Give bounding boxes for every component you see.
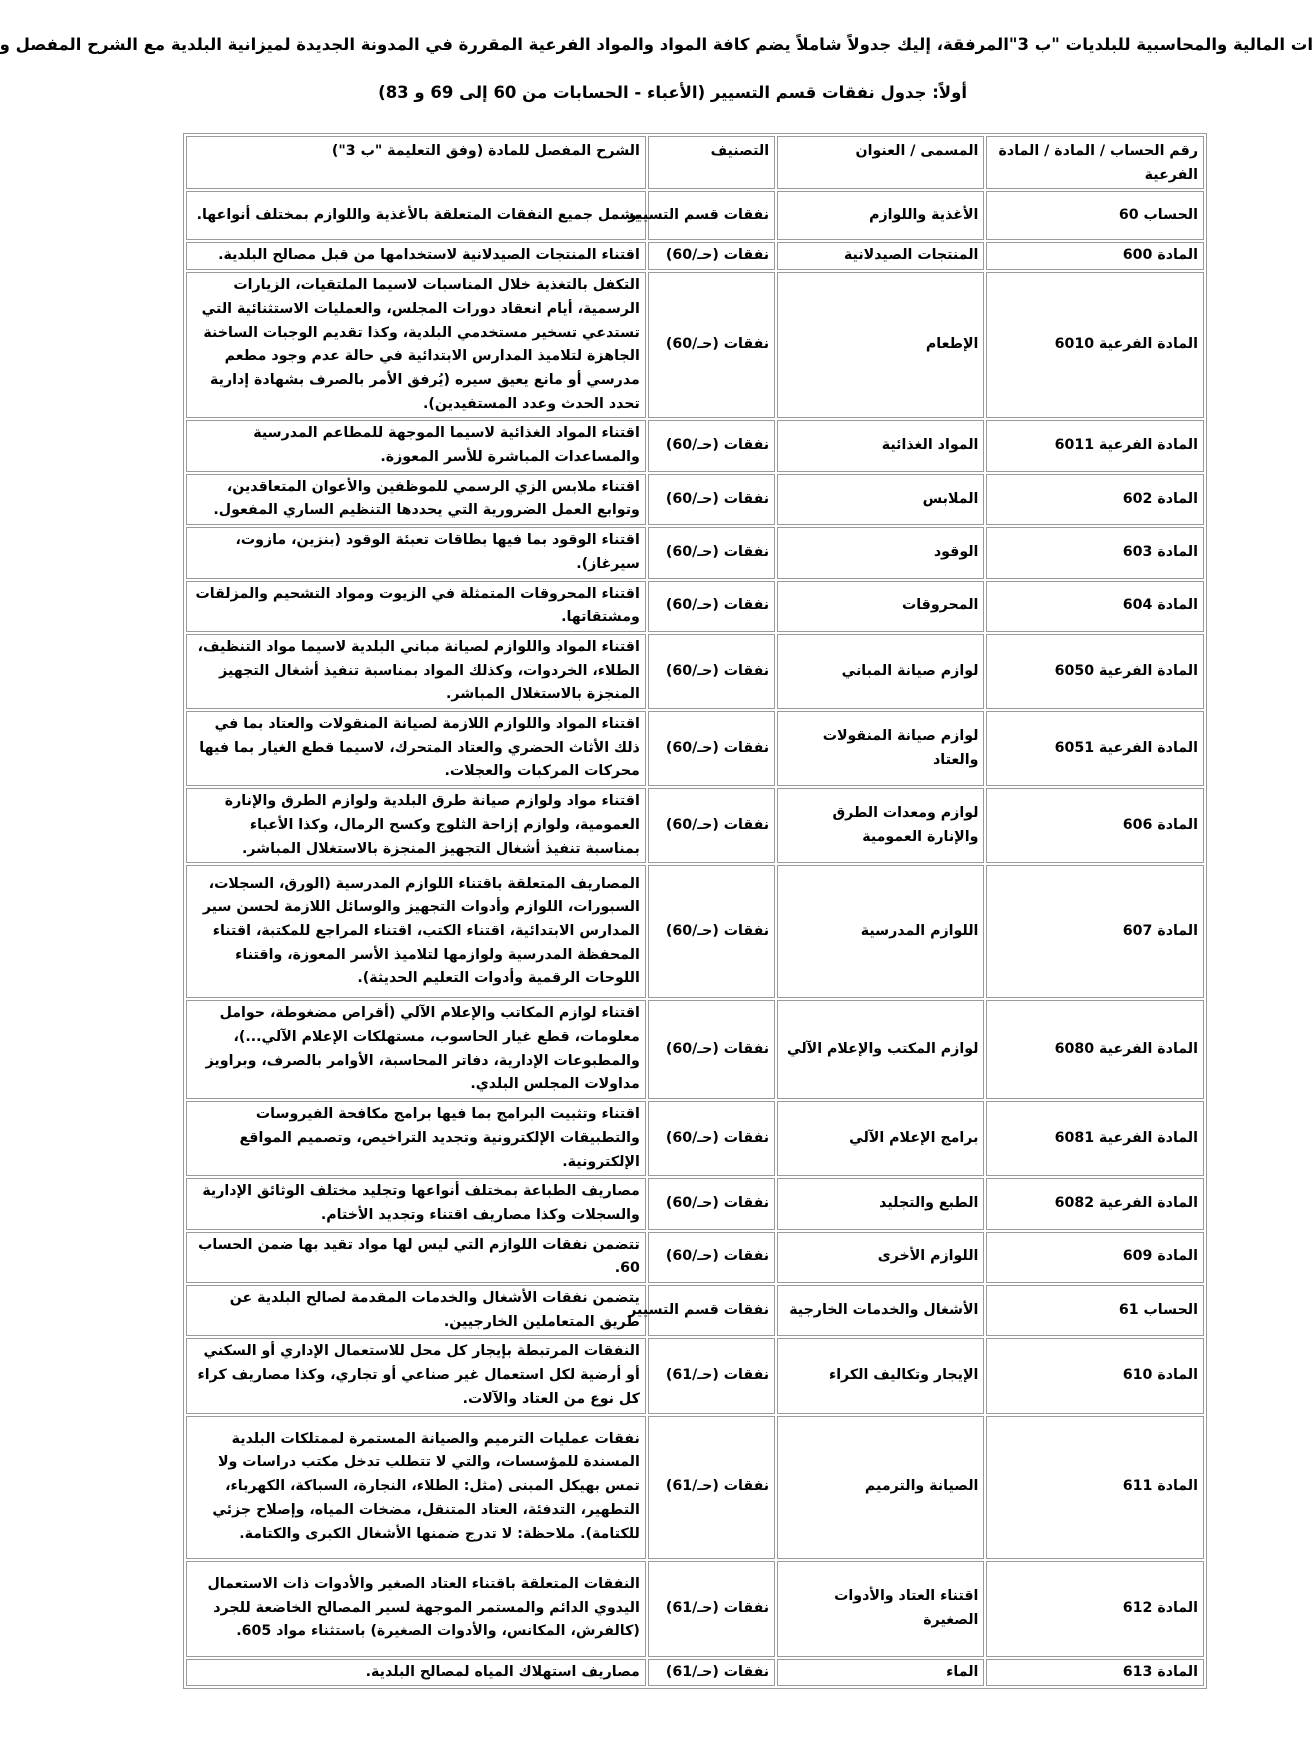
- cell-name: لوازم ومعدات الطرق والإنارة العمومية: [777, 788, 984, 863]
- cell-description: اقتناء المواد واللوازم لصيانة مباني البلدية لاسيما مواد التنظيف، الطلاء، الخردوات، وكذلك المواد بمناسبة تنفيذ أشغال التجهيز المنجزة بالاستغلال المباشر.: [186, 634, 646, 709]
- cell-description: مصاريف الطباعة بمختلف أنواعها وتجليد مختلف الوثائق الإدارية والسجلات وكذا مصاريف اقتناء وتجديد الأختام.: [186, 1178, 646, 1229]
- cell-description: اقتناء الوقود بما فيها بطاقات تعبئة الوقود (بنزين، مازوت، سيرغاز).: [186, 527, 646, 578]
- table-row: [186, 788, 1204, 863]
- cell-description: يتضمن نفقات الأشغال والخدمات المقدمة لصالح البلدية عن طريق المتعاملين الخارجيين.: [186, 1285, 646, 1336]
- cell-name: لوازم صيانة المنقولات والعتاد: [777, 711, 984, 786]
- cell-name: اللوازم المدرسية: [777, 865, 984, 998]
- cell-name: لوازم المكتب والإعلام الآلي: [777, 1000, 984, 1099]
- cell-classification: نفقات (حـ/60): [648, 1101, 775, 1176]
- cell-name: الإطعام: [777, 272, 984, 418]
- cell-code: المادة 602: [986, 474, 1204, 525]
- cell-classification: نفقات (حـ/60): [648, 242, 775, 270]
- cell-classification: نفقات (حـ/60): [648, 1178, 775, 1229]
- cell-name: اقتناء العتاد والأدوات الصغيرة: [777, 1561, 984, 1657]
- cell-name: اللوازم الأخرى: [777, 1232, 984, 1283]
- cell-classification: نفقات (حـ/60): [648, 788, 775, 863]
- cell-name: الماء: [777, 1659, 984, 1687]
- cell-name: برامج الإعلام الآلي: [777, 1101, 984, 1176]
- cell-classification: نفقات (حـ/61): [648, 1416, 775, 1559]
- cell-code: المادة 600: [986, 242, 1204, 270]
- cell-classification: نفقات (حـ/61): [648, 1659, 775, 1687]
- cell-classification: نفقات (حـ/60): [648, 634, 775, 709]
- table-row: [186, 865, 1204, 998]
- cell-code: الحساب 61: [986, 1285, 1204, 1336]
- expenses-table: [183, 133, 1207, 1689]
- cell-code: المادة الفرعية 6050: [986, 634, 1204, 709]
- cell-description: اقتناء وتثبيت البرامج بما فيها برامج مكافحة الفيروسات والتطبيقات الإلكترونية وتجديد التراخيص، وتصميم المواقع الإلكترونية.: [186, 1101, 646, 1176]
- table-row: [186, 1338, 1204, 1413]
- cell-code: المادة 604: [986, 581, 1204, 632]
- intro-text: ات المالية والمحاسبية للبلديات "ب 3"المرفقة، إليك جدولاً شاملاً يضم كافة المواد والمواد الفرعية المقررة في المدونة الجديدة لميزانية البلدية مع الشرح المفصل و: [0, 35, 1313, 54]
- cell-code: المادة 609: [986, 1232, 1204, 1283]
- cell-code: المادة الفرعية 6010: [986, 272, 1204, 418]
- table-row: [186, 242, 1204, 270]
- cell-classification: نفقات (حـ/60): [648, 1000, 775, 1099]
- table-row: [186, 420, 1204, 471]
- table-row: [186, 1285, 1204, 1336]
- cell-classification: نفقات (حـ/60): [648, 474, 775, 525]
- table-row: [186, 1178, 1204, 1229]
- table-body: [186, 191, 1204, 1686]
- table-row: [186, 1561, 1204, 1657]
- cell-description: التكفل بالتغذية خلال المناسبات لاسيما الملتقيات، الزيارات الرسمية، أيام انعقاد دورات المجلس، والعمليات الاستثنائية التي تستدعي تسخير مستخدمي البلدية، وكذا تقديم الوجبات الساخنة الجاهزة لتلاميذ المدارس الابتدائية في حالة عدم وجود مطعم مدرسي أو مانع يعيق سيره (يُرفق الأمر بالصرف بشهادة إدارية تحدد الحدث وعدد المستفيدين).: [186, 272, 646, 418]
- cell-code: المادة 612: [986, 1561, 1204, 1657]
- cell-name: الملابس: [777, 474, 984, 525]
- table-row: [186, 581, 1204, 632]
- cell-code: المادة 611: [986, 1416, 1204, 1559]
- cell-classification: نفقات (حـ/60): [648, 420, 775, 471]
- cell-code: المادة 606: [986, 788, 1204, 863]
- cell-name: الصيانة والترميم: [777, 1416, 984, 1559]
- expenses-table-container: [183, 133, 1207, 1689]
- table-row: [186, 1232, 1204, 1283]
- cell-name: الأغذية واللوازم: [777, 191, 984, 240]
- table-row: [186, 1659, 1204, 1687]
- cell-description: اقتناء ملابس الزي الرسمي للموظفين والأعوان المتعاقدين، وتوابع العمل الضرورية التي يحددها التنظيم الساري المفعول.: [186, 474, 646, 525]
- table-row: [186, 191, 1204, 240]
- cell-name: المواد الغذائية: [777, 420, 984, 471]
- cell-description: النفقات المتعلقة باقتناء العتاد الصغير والأدوات ذات الاستعمال اليدوي الدائم والمستمر الموجهة لسير المصالح الخاضعة للجرد (كالفرش، المكانس، والأدوات الصغيرة) باستثناء مواد 605.: [186, 1561, 646, 1657]
- table-row: [186, 1416, 1204, 1559]
- cell-description: اقتناء لوازم المكاتب والإعلام الآلي (أقراص مضغوطة، حوامل معلومات، قطع غيار الحاسوب، مستهلكات الإعلام الآلي...)، والمطبوعات الإدارية، دفاتر المحاسبة، الأوامر بالصرف، وبراويز مداولات المجلس البلدي.: [186, 1000, 646, 1099]
- table-row: [186, 1101, 1204, 1176]
- cell-code: المادة الفرعية 6051: [986, 711, 1204, 786]
- cell-classification: نفقات (حـ/60): [648, 865, 775, 998]
- table-header-row: [186, 136, 1204, 189]
- header-description: الشرح المفصل للمادة (وفق التعليمة "ب 3"): [186, 136, 646, 189]
- cell-description: اقتناء المواد الغذائية لاسيما الموجهة للمطاعم المدرسية والمساعدات المباشرة للأسر المعوزة.: [186, 420, 646, 471]
- cell-code: المادة 610: [986, 1338, 1204, 1413]
- table-row: [186, 711, 1204, 786]
- cell-description: مصاريف استهلاك المياه لمصالح البلدية.: [186, 1659, 646, 1687]
- cell-description: اقتناء المنتجات الصيدلانية لاستخدامها من قبل مصالح البلدية.: [186, 242, 646, 270]
- cell-classification: نفقات قسم التسيير: [648, 1285, 775, 1336]
- table-row: [186, 634, 1204, 709]
- table-row: [186, 1000, 1204, 1099]
- cell-description: تتضمن نفقات اللوازم التي ليس لها مواد تقيد بها ضمن الحساب 60.: [186, 1232, 646, 1283]
- cell-name: الوقود: [777, 527, 984, 578]
- cell-name: لوازم صيانة المباني: [777, 634, 984, 709]
- cell-code: الحساب 60: [986, 191, 1204, 240]
- cell-code: المادة الفرعية 6080: [986, 1000, 1204, 1099]
- cell-code: المادة 607: [986, 865, 1204, 998]
- cell-description: اقتناء المواد واللوازم اللازمة لصيانة المنقولات والعتاد بما في ذلك الأثاث الحضري والعتاد المتحرك، لاسيما قطع الغيار بما فيها محركات المركبات والعجلات.: [186, 711, 646, 786]
- cell-description: النفقات المرتبطة بإيجار كل محل للاستعمال الإداري أو السكني أو أرضية لكل استعمال غير صناعي أو تجاري، وكذا مصاريف كراء كل نوع من العتاد والآلات.: [186, 1338, 646, 1413]
- section-title: أولاً: جدول نفقات قسم التسيير (الأعباء - الحسابات من 60 إلى 69 و 83): [378, 83, 967, 102]
- cell-name: المحروقات: [777, 581, 984, 632]
- header-code: رقم الحساب / المادة / المادة الفرعية: [986, 136, 1204, 189]
- header-classification: التصنيف: [648, 136, 775, 189]
- cell-code: المادة 613: [986, 1659, 1204, 1687]
- cell-description: اقتناء مواد ولوازم صيانة طرق البلدية ولوازم الطرق والإنارة العمومية، ولوازم إزاحة الثلوج وكسح الرمال، وكذا الأعباء بمناسبة تنفيذ أشغال التجهيز المنجزة بالاستغلال المباشر.: [186, 788, 646, 863]
- cell-description: يشمل جميع النفقات المتعلقة بالأغذية واللوازم بمختلف أنواعها.: [186, 191, 646, 240]
- cell-name: الإيجار وتكاليف الكراء: [777, 1338, 984, 1413]
- cell-code: المادة الفرعية 6081: [986, 1101, 1204, 1176]
- cell-classification: نفقات (حـ/60): [648, 272, 775, 418]
- table-row: [186, 474, 1204, 525]
- header-name: المسمى / العنوان: [777, 136, 984, 189]
- cell-code: المادة الفرعية 6082: [986, 1178, 1204, 1229]
- cell-description: المصاريف المتعلقة باقتناء اللوازم المدرسية (الورق، السجلات، السبورات، اللوازم وأدوات التجهيز والوسائل اللازمة لحسن سير المدارس الابتدائية، اقتناء الكتب، اقتناء المراجع للمكتبة، اقتناء المحفظة المدرسية ولوازمها لتلاميذ الأسر المعوزة، واقتناء اللوحات الرقمية وأدوات التعليم الحديثة).: [186, 865, 646, 998]
- cell-classification: نفقات (حـ/60): [648, 711, 775, 786]
- cell-code: المادة 603: [986, 527, 1204, 578]
- table-row: [186, 527, 1204, 578]
- cell-classification: نفقات (حـ/60): [648, 1232, 775, 1283]
- table-row: [186, 272, 1204, 418]
- cell-description: نفقات عمليات الترميم والصيانة المستمرة لممتلكات البلدية المسندة للمؤسسات، والتي لا تتطلب تدخل مكتب دراسات ولا تمس بهيكل المبنى (مثل: الطلاء، النجارة، السباكة، الكهرباء، التطهير، التدفئة، العتاد المتنقل، مضخات المياه، وإصلاح جزئي للكتامة). ملاحظة: لا تدرج ضمنها الأشغال الكبرى والكتامة.: [186, 1416, 646, 1559]
- cell-name: المنتجات الصيدلانية: [777, 242, 984, 270]
- cell-classification: نفقات (حـ/60): [648, 581, 775, 632]
- cell-description: اقتناء المحروقات المتمثلة في الزيوت ومواد التشحيم والمزلقات ومشتقاتها.: [186, 581, 646, 632]
- cell-code: المادة الفرعية 6011: [986, 420, 1204, 471]
- cell-classification: نفقات (حـ/61): [648, 1561, 775, 1657]
- cell-name: الأشغال والخدمات الخارجية: [777, 1285, 984, 1336]
- cell-classification: نفقات (حـ/61): [648, 1338, 775, 1413]
- cell-classification: نفقات (حـ/60): [648, 527, 775, 578]
- cell-classification: نفقات قسم التسيير: [648, 191, 775, 240]
- cell-name: الطبع والتجليد: [777, 1178, 984, 1229]
